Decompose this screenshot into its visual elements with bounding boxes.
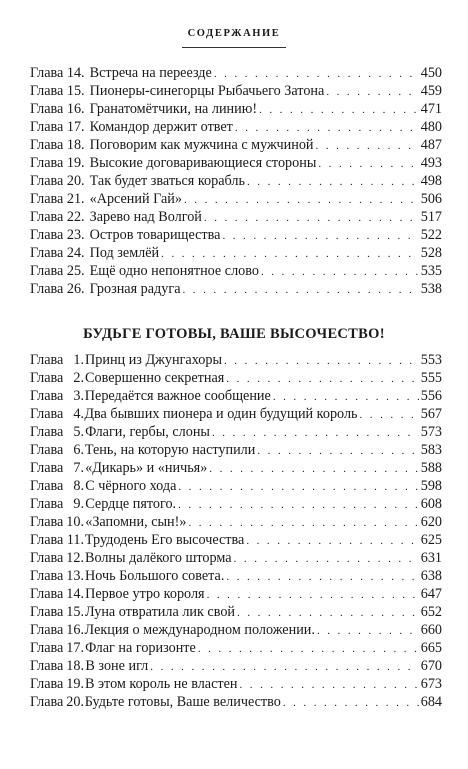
dot-leader [240,676,419,694]
page-number: 573 [420,424,442,440]
dot-leader [188,514,418,532]
toc-entry-title: Остров товарищества [89,227,221,243]
chapter-label [30,477,84,495]
chapter-label [30,495,84,513]
chapter-number: 10. [66,514,84,530]
page-number: 583 [420,442,442,458]
toc-entry [30,262,442,280]
toc-entry-title: Зарево над Волгой [89,209,202,225]
chapter-label: Глава 14. [30,65,85,81]
chapter-number: 9. [73,496,84,512]
chapter-word: Глава [30,568,64,584]
chapter-label [30,423,84,441]
chapter-word: Глава [30,352,64,368]
page-number: 498 [420,173,442,189]
page-number: 553 [420,352,442,368]
chapter-word: Глава [30,640,64,656]
dot-leader [316,137,419,155]
toc-entry-title: Пионеры-синегорцы Рыбачьего Затона [89,83,325,99]
dot-leader [178,496,419,514]
toc-entry [30,369,442,387]
chapter-label [30,441,84,459]
page-number: 480 [420,119,442,135]
toc-entry [30,423,442,441]
dot-leader [318,155,418,173]
page-number: 459 [420,83,442,99]
toc-entry [30,244,442,262]
toc-entry [30,657,442,675]
chapter-number: 2. [73,370,84,386]
toc-entry-title: Совершенно секретная [85,370,225,386]
page-number: 673 [420,676,442,692]
dot-leader [214,65,419,83]
dot-leader [261,263,419,281]
chapter-word: Глава [30,622,64,638]
chapter-label: Глава 17. [30,119,85,135]
toc-entry-title: Под землёй [89,245,160,261]
chapter-label [30,549,84,567]
dot-leader [207,586,419,604]
chapter-word: Глава [30,550,64,566]
toc-entry [30,477,442,495]
chapter-number: 1. [73,352,84,368]
dot-leader [222,227,418,245]
dot-leader [204,209,419,227]
chapter-number: 7. [73,460,84,476]
toc-entry-title: В зоне игл [85,658,149,674]
chapter-label: Глава 23. [30,227,85,243]
page-number: 647 [420,586,442,602]
toc-entry-title: Грозная радуга [89,281,181,297]
chapter-label [30,369,84,387]
toc-entry-title: Поговорим как мужчина с мужчиной [89,137,314,153]
chapter-label [30,513,84,531]
dot-leader [326,83,418,101]
dot-leader [161,245,419,263]
toc-entry [30,226,442,244]
chapter-word: Глава [30,406,64,422]
toc-entry [30,603,442,621]
chapter-label: Глава 20. [30,173,85,189]
page-number: 588 [420,460,442,476]
toc-entry [30,100,442,118]
toc-entry [30,459,442,477]
toc-entry [30,495,442,513]
chapter-label [30,387,84,405]
toc-entry [30,64,442,82]
dot-leader [257,442,418,460]
toc-entry [30,621,442,639]
toc-entry-title: В этом король не властен [84,676,238,692]
chapter-label: Глава 26. [30,281,85,297]
toc-entry-title: Луна отвратила лик свой [84,604,236,620]
dot-leader [178,478,418,496]
page-number: 625 [420,532,442,548]
toc-entry [30,405,442,423]
dot-leader [226,370,418,388]
toc-entry-title: «Запомни, сын!» [85,514,187,530]
chapter-label: Глава 16. [30,101,85,117]
chapter-word: Глава [30,676,64,692]
page-number: 535 [420,263,442,279]
toc-entry-title: Два бывших пионера и один будущий король [84,406,358,422]
toc-entry-title: «Арсений Гай» [89,191,182,207]
toc-entry [30,190,442,208]
page-number: 684 [420,694,442,710]
dot-leader [234,550,419,568]
running-head: СОДЕРЖАНИЕ [187,28,281,39]
toc-entry-title: Будьте готовы, Ваше величество [84,694,281,710]
chapter-label [30,675,84,693]
toc-entry-title: С чёрного хода [85,478,177,494]
chapter-number: 6. [73,442,84,458]
toc-entry-title: Ещё одно непонятное слово [89,263,259,279]
chapter-label: Глава 21. [30,191,85,207]
toc-entry-title: Гранатомётчики, на линию! [89,101,258,117]
page-number: 506 [420,191,442,207]
dot-leader [360,406,419,424]
toc-entry [30,585,442,603]
toc-entry [30,387,442,405]
chapter-number: 13. [66,568,84,584]
toc-entry [30,675,442,693]
page-number: 538 [420,281,442,297]
toc-entry-title: «Дикарь» и «ничья» [85,460,208,476]
toc-entry-title: Принц из Джунгахоры [85,352,222,368]
chapter-number: 5. [73,424,84,440]
chapter-label [30,405,84,423]
dot-leader [226,568,418,586]
toc-entry-title: Первое утро короля [85,586,205,602]
toc-entry [30,567,442,585]
chapter-label [30,657,84,675]
chapter-label [30,585,84,603]
chapter-number: 8. [73,478,84,494]
toc-entry [30,208,442,226]
page-number: 652 [420,604,442,620]
dot-leader [317,622,419,640]
page-number: 608 [420,496,442,512]
chapter-label: Глава 25. [30,263,85,279]
toc-section-1 [30,64,442,298]
page-number: 620 [420,514,442,530]
chapter-number: 20. [66,694,84,710]
page-number: 471 [420,101,442,117]
chapter-number: 18. [66,658,84,674]
dot-leader [283,694,419,712]
dot-leader [224,352,419,370]
page-number: 528 [420,245,442,261]
toc-entry-title: Так будет зваться корабль [89,173,245,189]
dot-leader [247,173,419,191]
chapter-word: Глава [30,586,64,602]
page-number: 556 [420,388,442,404]
dot-leader [237,604,419,622]
chapter-word: Глава [30,532,64,548]
toc-entry [30,136,442,154]
chapter-word: Глава [30,388,64,404]
toc-entry-title: Ночь Большого совета. [85,568,225,584]
chapter-number: 12. [66,550,84,566]
chapter-label [30,621,84,639]
dot-leader [198,640,419,658]
toc-entry [30,441,442,459]
chapter-number: 3. [73,388,84,404]
dot-leader [273,388,419,406]
toc-entry-title: Трудодень Его высочества [84,532,245,548]
dot-leader [212,424,419,442]
chapter-label [30,693,84,711]
chapter-label [30,603,84,621]
toc-entry [30,172,442,190]
chapter-label [30,639,84,657]
chapter-label: Глава 18. [30,137,85,153]
chapter-word: Глава [30,424,64,440]
dot-leader [209,460,418,478]
header-rule [182,47,286,48]
page-number: 555 [420,370,442,386]
chapter-label [30,351,84,369]
toc-entry-title: Лекция о международном положении. [84,622,315,638]
chapter-number: 19. [66,676,84,692]
toc-entry-title: Командор держит ответ [89,119,233,135]
page-number: 522 [420,227,442,243]
toc-entry [30,351,442,369]
chapter-word: Глава [30,370,64,386]
chapter-label [30,567,84,585]
chapter-number: 4. [73,406,84,422]
toc-entry [30,531,442,549]
page-number: 517 [420,209,442,225]
page-number: 487 [420,137,442,153]
toc-entry [30,118,442,136]
chapter-label: Глава 19. [30,155,85,171]
toc-entry [30,513,442,531]
page-number: 638 [420,568,442,584]
toc-section-2 [30,351,442,711]
page-number: 493 [420,155,442,171]
toc-entry-title: Флаг на горизонте [85,640,196,656]
dot-leader [184,191,419,209]
chapter-label [30,459,84,477]
page-number: 598 [420,478,442,494]
chapter-word: Глава [30,658,64,674]
chapter-word: Глава [30,496,64,512]
toc-entry-title: Высокие договаривающиеся стороны [89,155,317,171]
toc-entry-title: Флаги, гербы, слоны [85,424,210,440]
dot-leader [150,658,418,676]
chapter-number: 17. [66,640,84,656]
chapter-number: 15. [66,604,84,620]
chapter-label: Глава 22. [30,209,85,225]
dot-leader [183,281,419,299]
chapter-number: 14. [66,586,84,602]
toc-entry [30,154,442,172]
chapter-number: 16. [66,622,84,638]
page-number: 660 [420,622,442,638]
page-number: 567 [420,406,442,422]
chapter-label: Глава 15. [30,83,85,99]
chapter-word: Глава [30,604,64,620]
toc-entry-title: Волны далёкого шторма [84,550,232,566]
chapter-word: Глава [30,694,64,710]
chapter-word: Глава [30,460,64,476]
page-number: 665 [420,640,442,656]
section-title: БУДЬГЕ ГОТОВЫ, ВАШЕ ВЫСОЧЕСТВО! [83,326,385,342]
chapter-word: Глава [30,442,64,458]
toc-entry-title: Встреча на переезде [89,65,212,81]
page-number: 670 [420,658,442,674]
toc-entry-title: Передаётся важное сообщение [84,388,271,404]
toc-entry [30,693,442,711]
toc-entry-title: Тень, на которую наступили [84,442,256,458]
dot-leader [246,532,418,550]
toc-entry [30,82,442,100]
toc-entry [30,280,442,298]
chapter-word: Глава [30,478,64,494]
chapter-label [30,531,84,549]
chapter-label: Глава 24. [30,245,85,261]
chapter-word: Глава [30,514,64,530]
dot-leader [235,119,419,137]
toc-entry [30,639,442,657]
toc-entry [30,549,442,567]
chapter-number: 11. [66,532,84,548]
toc-entry-title: Сердце пятого. [85,496,177,512]
page-number: 450 [420,65,442,81]
dot-leader [259,101,419,119]
page-number: 631 [420,550,442,566]
